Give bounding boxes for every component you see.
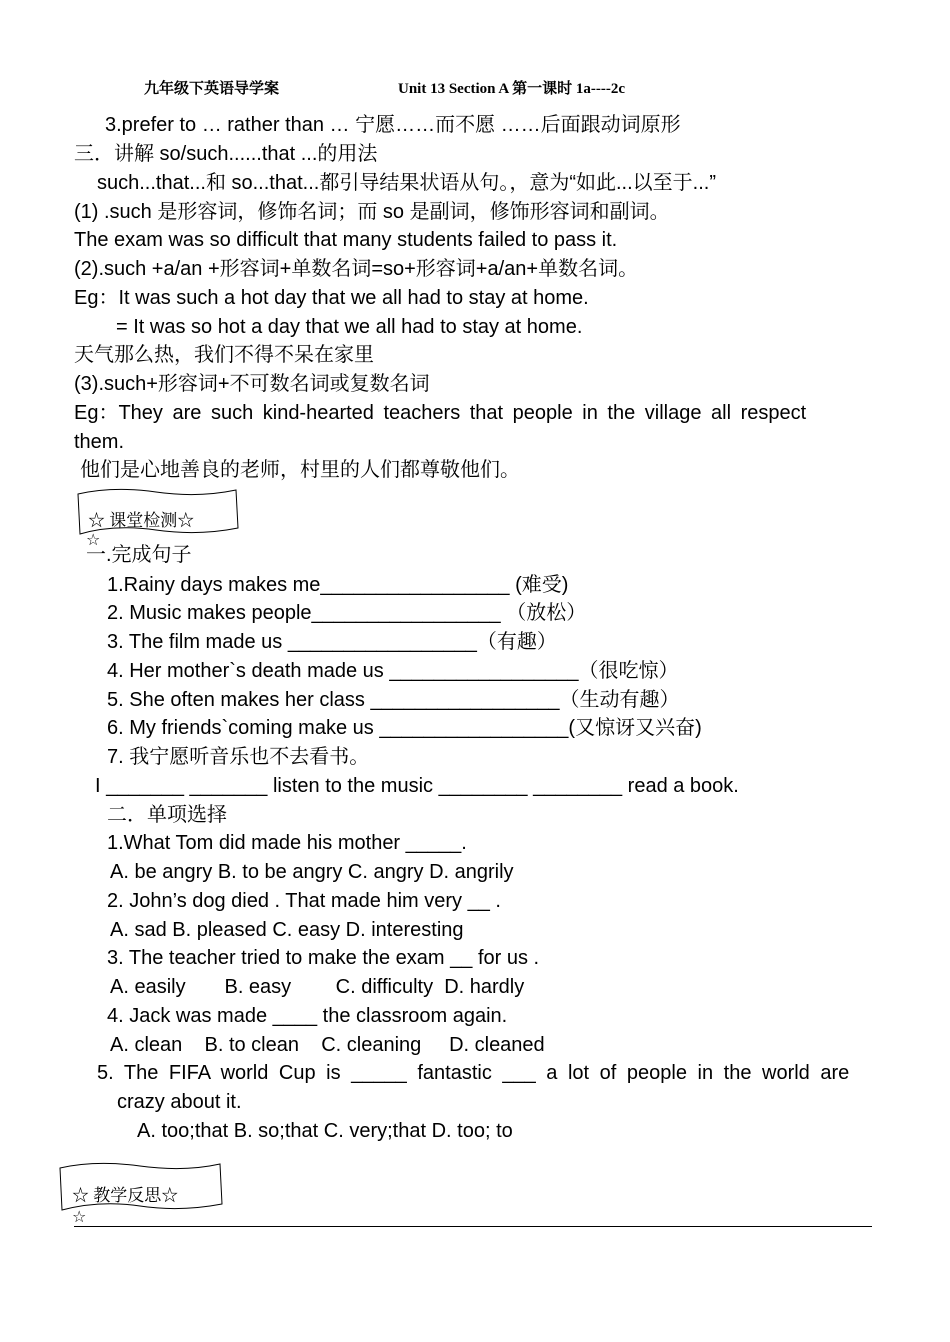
so-such-intro: such...that...和 so...that...都引导结果状语从句。，意为“如此...以至于...” <box>97 172 716 194</box>
header-unit: Unit 13 Section A 第一课时 1a----2c <box>398 81 626 97</box>
example-2a: Eg：It was such a hot day that we all had to stay at home. <box>74 287 589 309</box>
prefer-rule: 3.prefer to … rather than … 宁愿……而不愿 ……后面跟动词原形 <box>105 114 681 136</box>
question-5-line2: crazy about it. <box>117 1091 242 1113</box>
star-icon: ☆ <box>86 532 101 549</box>
question-5-options: A. too;that B. so;that C. very;that D. too; to <box>137 1120 513 1142</box>
reflection-title: ☆ 教学反思☆ <box>72 1186 179 1205</box>
example-3-text: Eg：They are such kind-hearted teachers that people in the village all respect <box>74 402 807 424</box>
example-1: The exam was so difficult that many students failed to pass it. <box>74 229 618 251</box>
reflection-writing-line <box>74 1226 872 1227</box>
question-1-options: A. be angry B. to be angry C. angry D. angrily <box>110 861 514 883</box>
sentence-7: 7. 我宁愿听音乐也不去看书。 <box>107 746 370 768</box>
sentence-2: 2. Music makes people_________________ （放松） <box>107 602 587 624</box>
rule-1: (1) .such 是形容词，修饰名词；而 so 是副词，修饰形容词和副词。 <box>74 201 670 223</box>
question-4: 4. Jack was made ____ the classroom again. <box>107 1005 508 1027</box>
section-three-heading: 三．讲解 so/such......that ...的用法 <box>74 143 378 165</box>
sentence-3: 3. The film made us _________________（有趣） <box>107 631 557 653</box>
rule-3: (3).such+形容词+不可数名词或复数名词 <box>74 373 430 395</box>
section-two-heading: 二．单项选择 <box>107 804 227 826</box>
question-3: 3. The teacher tried to make the exam __ for us . <box>107 947 540 969</box>
example-2-translation: 天气那么热，我们不得不呆在家里 <box>74 344 374 366</box>
question-1: 1.What Tom did made his mother _____. <box>107 832 467 854</box>
question-2: 2. John’s dog died . That made him very __ . <box>107 890 501 912</box>
sentence-6: 6. My friends`coming make us _________________(又惊讶又兴奋) <box>107 717 702 739</box>
sentence-4: 4. Her mother`s death made us _________________（很吃惊） <box>107 660 679 682</box>
question-5-line1 <box>97 1060 876 1086</box>
practice-title: ☆ 课堂检测☆ <box>88 511 195 530</box>
example-2b: = It was so hot a day that we all had to stay at home. <box>116 316 583 338</box>
example-3-line1 <box>74 400 876 426</box>
example-3-translation: 他们是心地善良的老师，村里的人们都尊敬他们。 <box>80 459 520 481</box>
sentence-1: 1.Rainy days makes me_________________ (难受) <box>107 574 569 596</box>
question-5-text: 5. The FIFA world Cup is _____ fantastic ___ a lot of people in the world are <box>97 1062 850 1084</box>
question-2-options: A. sad B. pleased C. easy D. interesting <box>110 919 464 941</box>
question-3-options: A. easily B. easy C. difficulty D. hardly <box>110 976 525 998</box>
rule-2: (2).such +a/an +形容词+单数名词=so+形容词+a/an+单数名词。 <box>74 258 639 280</box>
example-3-line2: them. <box>74 431 125 453</box>
sentence-5: 5. She often makes her class _________________（生动有趣） <box>107 689 680 711</box>
question-4-options: A. clean B. to clean C. cleaning D. cleaned <box>110 1034 545 1056</box>
header-title: 九年级下英语导学案 <box>144 81 280 97</box>
star-icon: ☆ <box>72 1209 87 1226</box>
sentence-7-blanks: I _______ _______ listen to the music ________ ________ read a book. <box>95 775 739 797</box>
section-one-heading: 一.完成句子 <box>86 544 192 566</box>
